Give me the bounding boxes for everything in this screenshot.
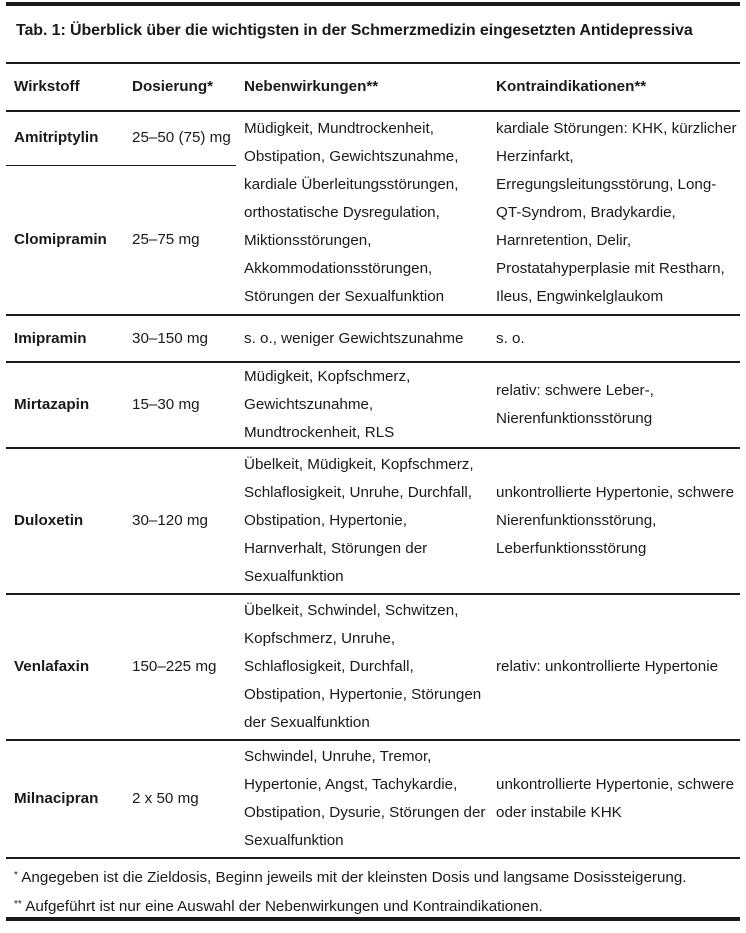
cell-side-effects-duloxetin: Übelkeit, Müdigkeit, Kopfschmerz, Schlaflosigkeit, Unruhe, Durchfall, Obstipation, Hypertonie, Harnverhalt, Störungen der Sexualfunktion [236, 448, 488, 594]
cell-name-duloxetin: Duloxetin [6, 448, 124, 594]
header-substance: Wirkstoff [6, 64, 124, 111]
header-dosage: Dosierung* [124, 64, 236, 111]
footnote-1 [14, 862, 687, 891]
cell-contraindications-venlafaxin: relativ: unkontrollierte Hypertonie [488, 594, 740, 740]
header-contraindications: Kontraindikationen** [488, 64, 740, 111]
cell-name-amitriptylin: Amitriptylin [6, 111, 124, 165]
table-row-duloxetin [6, 448, 740, 594]
footnote-2-text: Aufgeführt ist nur eine Auswahl der Nebenwirkungen und Kontraindikationen. [25, 898, 543, 915]
table-row-milnacipran [6, 740, 740, 858]
cell-contraindications-tricyclic: kardiale Störungen: KHK, kürzlicher Herzinfarkt, Erregungsleitungsstörung, Long-QT-Syndrom, Bradykardie, Harnretention, Delir, Prostatahyperplasie mit Restharn, Ileus, Engwinkelglaukom [488, 111, 740, 315]
table-row-mirtazapin [6, 362, 740, 448]
table-header-row [6, 64, 740, 111]
cell-side-effects-tricyclic: Müdigkeit, Mundtrockenheit, Obstipation, Gewichtszunahme, kardiale Überleitungsstörungen, orthostatische Dysregulation, Miktionsstörungen, Akkommodationsstörungen, Störungen der Sexualfunktion [236, 111, 488, 315]
cell-dose-amitriptylin: 25–50 (75) mg [124, 111, 236, 165]
cell-side-effects-milnacipran: Schwindel, Unruhe, Tremor, Hypertonie, Angst, Tachykardie, Obstipation, Dysurie, Störungen der Sexualfunktion [236, 740, 488, 858]
cell-side-effects-imipramin: s. o., weniger Gewichtszunahme [236, 315, 488, 362]
footnote-1-mark: * [14, 870, 18, 881]
document-page [6, 0, 740, 933]
table-row-imipramin [6, 315, 740, 362]
table-row-amitriptylin [6, 111, 740, 165]
cell-side-effects-venlafaxin: Übelkeit, Schwindel, Schwitzen, Kopfschmerz, Unruhe, Schlaflosigkeit, Durchfall, Obstipation, Hypertonie, Störungen der Sexualfunktion [236, 594, 488, 740]
cell-dose-imipramin: 30–150 mg [124, 315, 236, 362]
footnote-1-text: Angegeben ist die Zieldosis, Beginn jeweils mit der kleinsten Dosis und langsame Dosissteigerung. [21, 869, 687, 886]
cell-dose-mirtazapin: 15–30 mg [124, 362, 236, 448]
table-caption: Tab. 1: Überblick über die wichtigsten in der Schmerzmedizin eingesetzten Antidepressiva [16, 22, 693, 39]
cell-contraindications-milnacipran: unkontrollierte Hypertonie, schwere oder instabile KHK [488, 740, 740, 858]
cell-dose-milnacipran: 2 x 50 mg [124, 740, 236, 858]
footnote-2 [14, 891, 687, 920]
header-side-effects: Nebenwirkungen** [236, 64, 488, 111]
top-rule [6, 2, 740, 6]
footnotes [14, 862, 687, 920]
cell-dose-clomipramin: 25–75 mg [124, 165, 236, 315]
cell-name-imipramin: Imipramin [6, 315, 124, 362]
cell-name-venlafaxin: Venlafaxin [6, 594, 124, 740]
footnote-2-mark: ** [14, 899, 22, 910]
cell-side-effects-mirtazapin: Müdigkeit, Kopfschmerz, Gewichtszunahme, Mundtrockenheit, RLS [236, 362, 488, 448]
cell-dose-duloxetin: 30–120 mg [124, 448, 236, 594]
cell-contraindications-imipramin: s. o. [488, 315, 740, 362]
cell-contraindications-mirtazapin: relativ: schwere Leber-, Nierenfunktionsstörung [488, 362, 740, 448]
cell-name-milnacipran: Milnacipran [6, 740, 124, 858]
bottom-rule [6, 917, 740, 921]
cell-contraindications-duloxetin: unkontrollierte Hypertonie, schwere Nierenfunktionsstörung, Leberfunktionsstörung [488, 448, 740, 594]
cell-name-mirtazapin: Mirtazapin [6, 362, 124, 448]
antidepressants-table [6, 64, 740, 859]
cell-dose-venlafaxin: 150–225 mg [124, 594, 236, 740]
table-row-venlafaxin [6, 594, 740, 740]
cell-name-clomipramin: Clomipramin [6, 165, 124, 315]
